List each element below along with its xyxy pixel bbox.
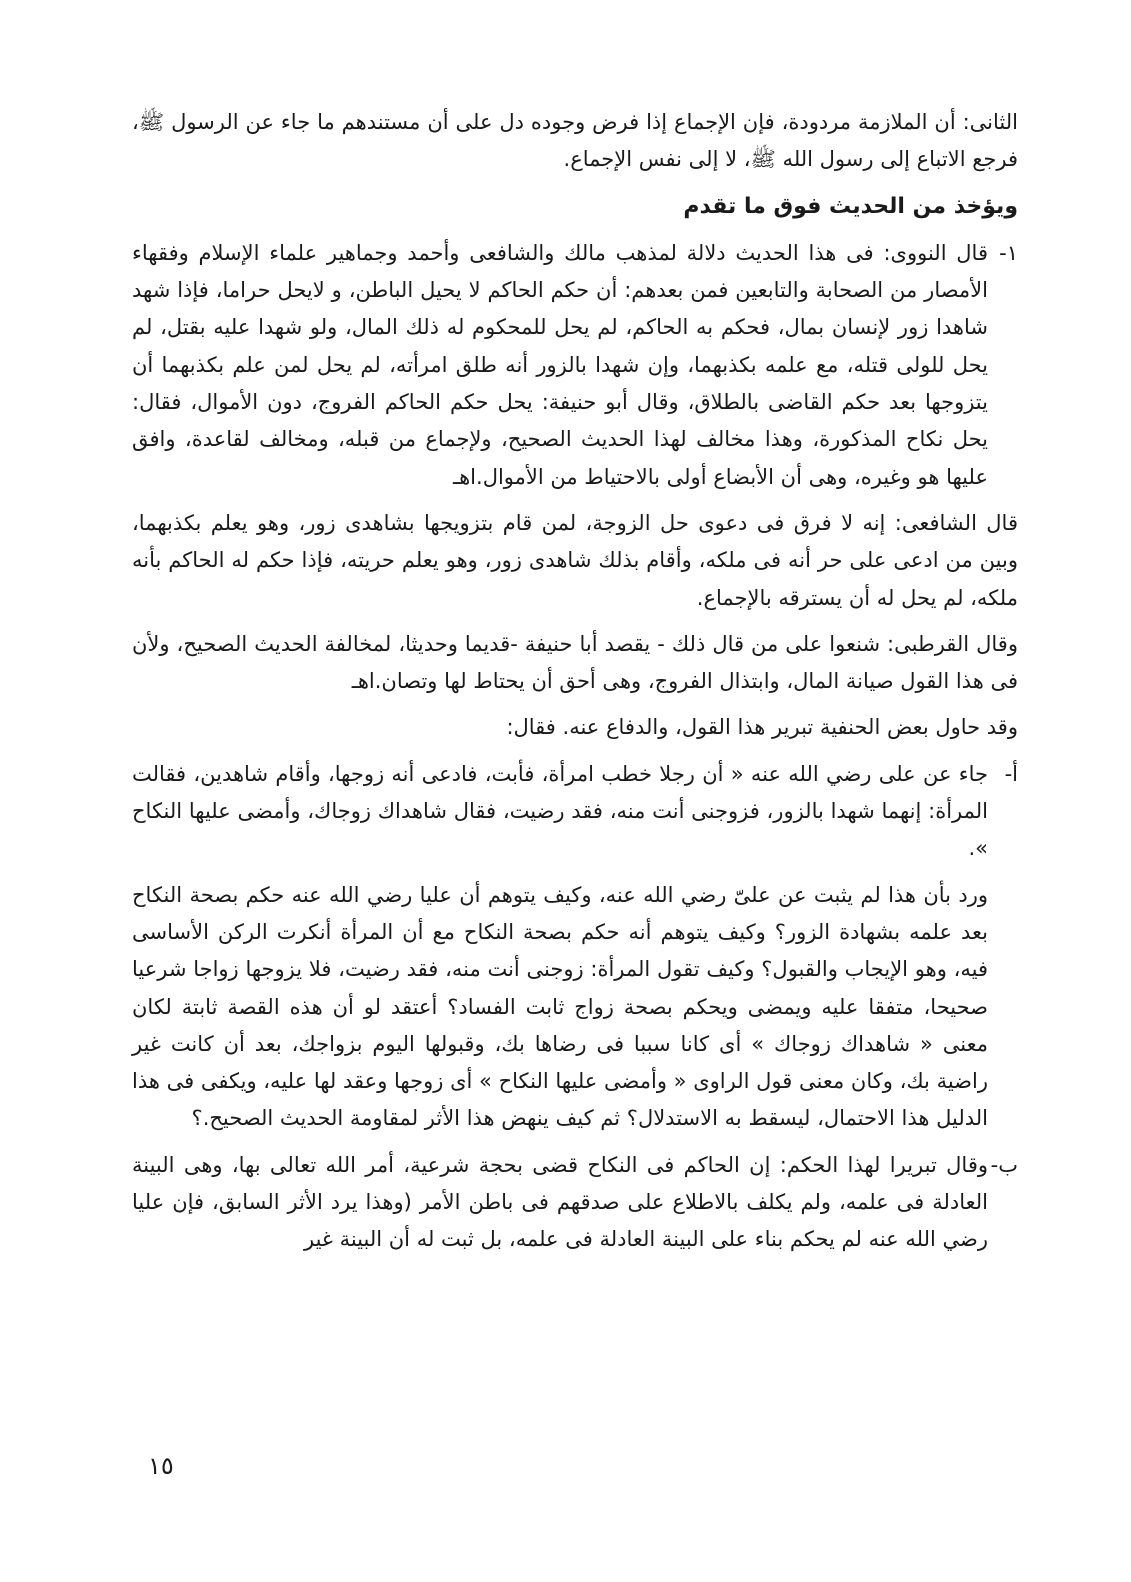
paragraph-qurtubi: وقال القرطبى: شنعوا على من قال ذلك - يقصد أبا حنيفة -قديما وحديثا، لمخالفة الحديث الصحيح، ولأن فى هذا القول صيانة المال، وابتذال الفروج، وهى أحق أن يحتاط لها وتصان.اهـ: [132, 631, 1018, 694]
list-item-text: جاء عن على رضي الله عنه « أن رجلا خطب امرأة، فأبت، فادعى أنه زوجها، وأقام شاهدين، فقالت المرأة: إنهما شهدا بالزور، فزوجنى أنت منه، فقد رضيت، فقال شاهداك زوجاك، وأمضى عليها النكاح ».: [132, 761, 988, 861]
list-item-b: [132, 1147, 1018, 1259]
list-marker: ١-: [999, 240, 1018, 265]
list-item-a: [132, 756, 1018, 868]
section-heading: ويؤخذ من الحديث فوق ما تقدم: [683, 193, 1018, 219]
paragraph-hanafi-intro: وقد حاول بعض الحنفية تبرير هذا القول، والدفاع عنه. فقال:: [506, 715, 1018, 740]
document-body: [132, 104, 1018, 1268]
list-item-text: وقال تبريرا لهذا الحكم: إن الحاكم فى النكاح قضى بحجة شرعية، أمر الله تعالى بها، وهى البينة العادلة فى علمه، ولم يكلف بالاطلاع على صدقهم فى باطن الأمر (وهذا يرد الأثر السابق، فإن عليا رضي الله عنه لم يحكم بناء على البينة العادلة فى علمه، بل ثبت له أن البينة غير: [132, 1152, 988, 1252]
paragraph-intro: الثانى: أن الملازمة مردودة، فإن الإجماع إذا فرض وجوده دل على أن مستندهم ما جاء عن الرسول ﷺ، فرجع الاتباع إلى رسول الله ﷺ، لا إلى نفس الإجماع.: [132, 110, 1018, 172]
paragraph-rebuttal: ورد بأن هذا لم يثبت عن علىّ رضي الله عنه، وكيف يتوهم أن عليا رضي الله عنه حكم بصحة النكاح بعد علمه بشهادة الزور؟ وكيف يتوهم أنه حكم بصحة النكاح مع أن المرأة أنكرت الركن الأساسى فيه، وهو الإيجاب والقبول؟ وكيف تقول المرأة: زوجنى أنت منه، فقد رضيت، فلا يزوجها زواجا شرعيا صحيحا، متفقا عليه ويمضى ويحكم بصحة زواج ثابت الفساد؟ أعتقد لو أن هذه القصة ثابتة لكان معنى « شاهداك زوجاك » أى كانا سببا فى رضاها بك، وقبولها اليوم بزواجك، بعد أن كانت غير راضية بك، وكان معنى قول الراوى « وأمضى عليها النكاح » أى زوجها وعقد لها عليه، ويكفى فى هذا الدليل هذا الاحتمال، ليسقط به الاستدلال؟ ثم كيف ينهض هذا الأثر لمقاومة الحديث الصحيح.؟: [132, 882, 988, 1131]
list-item-text: قال النووى: فى هذا الحديث دلالة لمذهب مالك والشافعى وأحمد وجماهير علماء الإسلام وفقهاء الأمصار من الصحابة والتابعين فمن بعدهم: أن حكم الحاكم لا يحيل الباطن، و لايحل حراما، فإذا شهد شاهدا زور لإنسان بمال، فحكم به الحاكم، لم يحل للمحكوم له ذلك المال، ولو شهدا عليه بقتل، لم يحل للولى قتله، مع علمه بكذبهما، وإن شهدا بالزور أنه طلق امرأته، لم يحل لمن علم بكذبهما أن يتزوجها بعد حكم القاضى بالطلاق، وقال أبو حنيفة: يحل حكم الحاكم الفروج، دون الأموال، فقال: يحل نكاح المذكورة، وهذا مخالف لهذا الحديث الصحيح، ولإجماع من قبله، ومخالف لقاعدة، وافق عليها هو وغيره، وهى أن الأبضاع أولى بالاحتياط من الأموال.اهـ: [132, 240, 988, 489]
list-marker: أ-: [1004, 761, 1018, 786]
list-item-1: [132, 235, 1018, 496]
page-number: ١٥: [148, 1452, 174, 1480]
paragraph-shafii: قال الشافعى: إنه لا فرق فى دعوى حل الزوجة، لمن قام بتزويجها بشاهدى زور، وهو يعلم بكذبهما، وبين من ادعى على حر أنه فى ملكه، وأقام بذلك شاهدى زور، وهو يعلم حريته، فإذا حكم له الحاكم بأنه ملكه، لم يحل له أن يسترقه بالإجماع.: [132, 510, 1018, 610]
list-marker: ب-: [990, 1152, 1018, 1177]
